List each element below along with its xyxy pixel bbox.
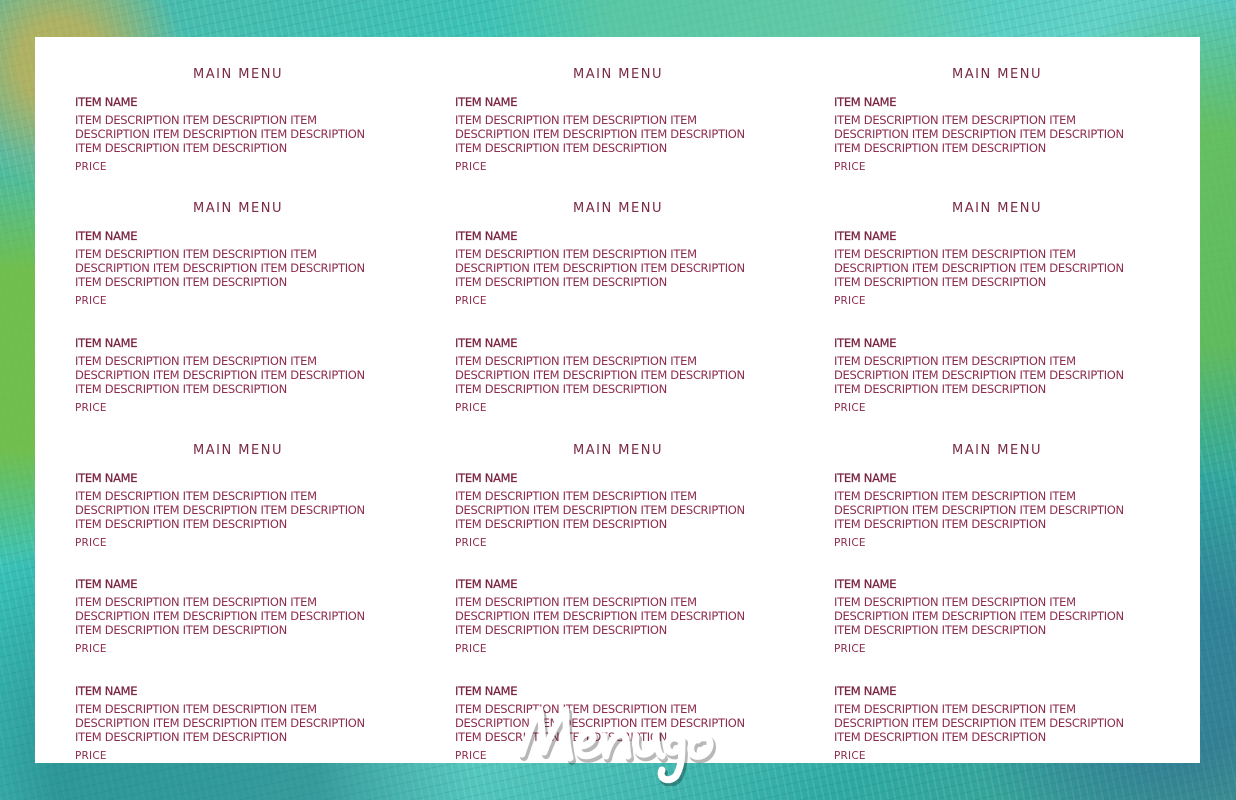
item-description: ITEM DESCRIPTION ITEM DESCRIPTION ITEM DESCRIPTION ITEM DESCRIPTION ITEM DESCRIPTION ITEM DESCRIPTION ITEM DESCRIPTION xyxy=(75,247,365,289)
section-title: MAIN MENU xyxy=(573,201,663,216)
item-description: ITEM DESCRIPTION ITEM DESCRIPTION ITEM DESCRIPTION ITEM DESCRIPTION ITEM DESCRIPTION ITEM DESCRIPTION ITEM DESCRIPTION xyxy=(834,702,1124,744)
item-price: PRICE xyxy=(455,537,487,549)
item-description: ITEM DESCRIPTION ITEM DESCRIPTION ITEM DESCRIPTION ITEM DESCRIPTION ITEM DESCRIPTION ITEM DESCRIPTION ITEM DESCRIPTION xyxy=(75,354,365,396)
item-description: ITEM DESCRIPTION ITEM DESCRIPTION ITEM DESCRIPTION ITEM DESCRIPTION ITEM DESCRIPTION ITEM DESCRIPTION ITEM DESCRIPTION xyxy=(834,354,1124,396)
item-name: ITEM NAME xyxy=(75,471,138,485)
item-description: ITEM DESCRIPTION ITEM DESCRIPTION ITEM DESCRIPTION ITEM DESCRIPTION ITEM DESCRIPTION ITEM DESCRIPTION ITEM DESCRIPTION xyxy=(455,113,745,155)
menu-item xyxy=(455,684,765,762)
menu-item xyxy=(75,95,385,173)
item-description: ITEM DESCRIPTION ITEM DESCRIPTION ITEM DESCRIPTION ITEM DESCRIPTION ITEM DESCRIPTION ITEM DESCRIPTION ITEM DESCRIPTION xyxy=(834,113,1124,155)
section-title: MAIN MENU xyxy=(952,201,1042,216)
menu-item xyxy=(75,471,385,549)
item-description: ITEM DESCRIPTION ITEM DESCRIPTION ITEM DESCRIPTION ITEM DESCRIPTION ITEM DESCRIPTION ITEM DESCRIPTION ITEM DESCRIPTION xyxy=(455,702,745,744)
menu-item xyxy=(455,229,765,307)
section-title: MAIN MENU xyxy=(193,443,283,458)
menu-item xyxy=(75,229,385,307)
section-title: MAIN MENU xyxy=(193,201,283,216)
item-description: ITEM DESCRIPTION ITEM DESCRIPTION ITEM DESCRIPTION ITEM DESCRIPTION ITEM DESCRIPTION ITEM DESCRIPTION ITEM DESCRIPTION xyxy=(455,354,745,396)
item-price: PRICE xyxy=(75,537,107,549)
item-name: ITEM NAME xyxy=(834,577,897,591)
item-description: ITEM DESCRIPTION ITEM DESCRIPTION ITEM DESCRIPTION ITEM DESCRIPTION ITEM DESCRIPTION ITEM DESCRIPTION ITEM DESCRIPTION xyxy=(75,489,365,531)
menu-item xyxy=(455,95,765,173)
item-name: ITEM NAME xyxy=(834,229,897,243)
menu-item xyxy=(834,471,1144,549)
item-name: ITEM NAME xyxy=(75,577,138,591)
section-title: MAIN MENU xyxy=(573,67,663,82)
item-price: PRICE xyxy=(75,295,107,307)
menu-item xyxy=(834,336,1144,414)
item-description: ITEM DESCRIPTION ITEM DESCRIPTION ITEM DESCRIPTION ITEM DESCRIPTION ITEM DESCRIPTION ITEM DESCRIPTION ITEM DESCRIPTION xyxy=(834,247,1124,289)
menu-item xyxy=(834,684,1144,762)
item-price: PRICE xyxy=(455,643,487,655)
item-name: ITEM NAME xyxy=(834,471,897,485)
menu-item xyxy=(455,577,765,655)
item-price: PRICE xyxy=(75,161,107,173)
section-title: MAIN MENU xyxy=(952,67,1042,82)
item-description: ITEM DESCRIPTION ITEM DESCRIPTION ITEM DESCRIPTION ITEM DESCRIPTION ITEM DESCRIPTION ITEM DESCRIPTION ITEM DESCRIPTION xyxy=(455,489,745,531)
item-description: ITEM DESCRIPTION ITEM DESCRIPTION ITEM DESCRIPTION ITEM DESCRIPTION ITEM DESCRIPTION ITEM DESCRIPTION ITEM DESCRIPTION xyxy=(455,595,745,637)
menu-item xyxy=(75,577,385,655)
section-title: MAIN MENU xyxy=(952,443,1042,458)
item-price: PRICE xyxy=(455,161,487,173)
item-description: ITEM DESCRIPTION ITEM DESCRIPTION ITEM DESCRIPTION ITEM DESCRIPTION ITEM DESCRIPTION ITEM DESCRIPTION ITEM DESCRIPTION xyxy=(75,702,365,744)
section-title: MAIN MENU xyxy=(193,67,283,82)
item-description: ITEM DESCRIPTION ITEM DESCRIPTION ITEM DESCRIPTION ITEM DESCRIPTION ITEM DESCRIPTION ITEM DESCRIPTION ITEM DESCRIPTION xyxy=(455,247,745,289)
item-name: ITEM NAME xyxy=(455,684,518,698)
item-price: PRICE xyxy=(75,402,107,414)
item-price: PRICE xyxy=(834,537,866,549)
item-price: PRICE xyxy=(834,402,866,414)
item-description: ITEM DESCRIPTION ITEM DESCRIPTION ITEM DESCRIPTION ITEM DESCRIPTION ITEM DESCRIPTION ITEM DESCRIPTION ITEM DESCRIPTION xyxy=(834,489,1124,531)
item-description: ITEM DESCRIPTION ITEM DESCRIPTION ITEM DESCRIPTION ITEM DESCRIPTION ITEM DESCRIPTION ITEM DESCRIPTION ITEM DESCRIPTION xyxy=(75,595,365,637)
item-price: PRICE xyxy=(455,402,487,414)
item-name: ITEM NAME xyxy=(834,95,897,109)
item-name: ITEM NAME xyxy=(455,229,518,243)
item-price: PRICE xyxy=(834,295,866,307)
item-name: ITEM NAME xyxy=(75,684,138,698)
item-name: ITEM NAME xyxy=(834,684,897,698)
item-name: ITEM NAME xyxy=(455,95,518,109)
item-name: ITEM NAME xyxy=(834,336,897,350)
item-price: PRICE xyxy=(834,750,866,762)
item-name: ITEM NAME xyxy=(75,336,138,350)
item-price: PRICE xyxy=(75,750,107,762)
item-price: PRICE xyxy=(834,643,866,655)
item-price: PRICE xyxy=(75,643,107,655)
section-title: MAIN MENU xyxy=(573,443,663,458)
menu-item xyxy=(455,471,765,549)
menu-item xyxy=(455,336,765,414)
item-price: PRICE xyxy=(834,161,866,173)
menu-item xyxy=(834,95,1144,173)
item-name: ITEM NAME xyxy=(75,95,138,109)
item-price: PRICE xyxy=(455,750,487,762)
menu-page xyxy=(35,37,1200,763)
menu-item xyxy=(75,336,385,414)
menu-item xyxy=(834,577,1144,655)
item-name: ITEM NAME xyxy=(455,471,518,485)
item-name: ITEM NAME xyxy=(75,229,138,243)
item-price: PRICE xyxy=(455,295,487,307)
item-name: ITEM NAME xyxy=(455,577,518,591)
menu-item xyxy=(834,229,1144,307)
item-description: ITEM DESCRIPTION ITEM DESCRIPTION ITEM DESCRIPTION ITEM DESCRIPTION ITEM DESCRIPTION ITEM DESCRIPTION ITEM DESCRIPTION xyxy=(75,113,365,155)
menu-item xyxy=(75,684,385,762)
item-name: ITEM NAME xyxy=(455,336,518,350)
item-description: ITEM DESCRIPTION ITEM DESCRIPTION ITEM DESCRIPTION ITEM DESCRIPTION ITEM DESCRIPTION ITEM DESCRIPTION ITEM DESCRIPTION xyxy=(834,595,1124,637)
